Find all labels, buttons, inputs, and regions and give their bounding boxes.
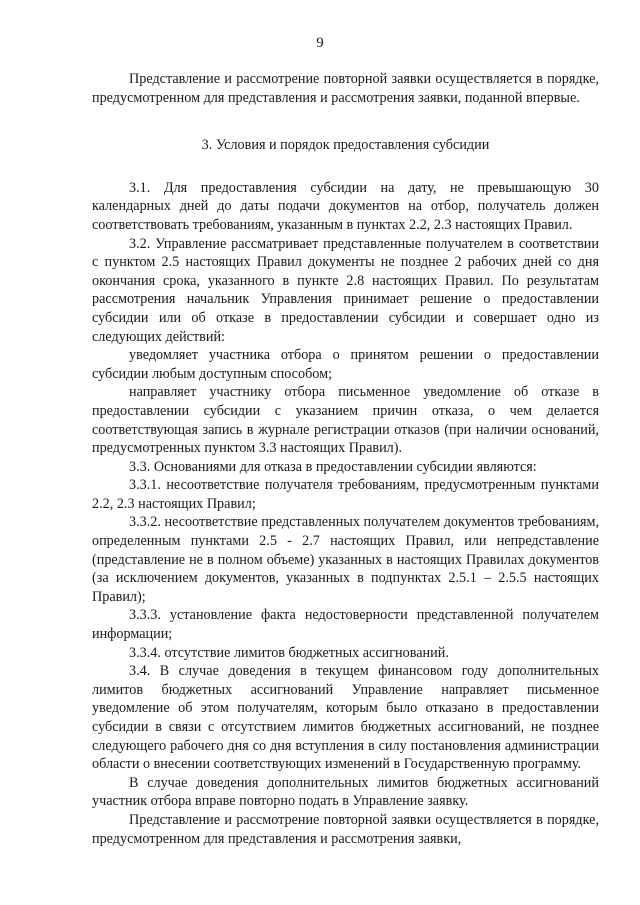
paragraph-3-3: 3.3. Основаниями для отказа в предоставлении субсидии являются: [129,458,537,475]
paragraph-3-1: 3.1. Для предоставления субсидии на дату, не превышающую 30 календарных дней до даты подачи документов на отбор, получатель должен соответствовать требованиям, указанным в пунктах 2.2, 2.3 настоящих Правил. [92,179,599,233]
paragraph-3-3-1: 3.3.1. несоответствие получателя требованиям, предусмотренным пунктами 2.2, 2.3 настоящих Правил; [92,477,599,512]
document-body [92,70,599,848]
paragraph-3-2-notify-refusal: направляет участнику отбора письменное уведомление об отказе в предоставлении субсидии с указанием причин отказа, о чем делается соответствующая запись в журнале регистрации отказов (при наличии оснований, предусмотренных пунктом 3.3 настоящих Правил). [92,384,599,457]
paragraph-resubmission-order: Представление и рассмотрение повторной заявки осуществляется в порядке, предусмотренном для представления и рассмотрения заявки, поданной впервые. [92,71,599,106]
paragraph-3-3-2: 3.3.2. несоответствие представленных получателем документов требованиям, определенным пунктами 2.5 - 2.7 настоящих Правил, или непредставление (представление не в полном объеме) указанных в настоящих Правилах документов (за исключением документов, указанных в подпунктах 2.5.1 – 2.5.5 настоящих Правил); [92,514,599,605]
section-heading-3: 3. Условия и порядок предоставления субсидии [201,137,490,154]
paragraph-3-3-3: 3.3.3. установление факта недостоверности представленной получателем информации; [92,607,599,643]
paragraph-3-2-notify-decision: уведомляет участника отбора о принятом решении о предоставлении субсидии любым доступным способом; [92,347,599,382]
paragraph-3-3-4: 3.3.4. отсутствие лимитов бюджетных ассигнований. [129,644,449,661]
paragraph-resubmission-order-continued: Представление и рассмотрение повторной заявки осуществляется в порядке, предусмотренном для представления и рассмотрения заявки, [92,811,599,847]
paragraph-3-2: 3.2. Управление рассматривает представленные получателем в соответствии с пунктом 2.5 настоящих Правил документы не позднее 2 рабочих дней со дня окончания срока, указанного в пункте 2.8 настоящих Правил. По результатам рассмотрения начальник Управления принимает решение о предоставлении субсидии или об отказе в предоставлении субсидии и совершает одно из следующих действий: [92,235,599,345]
paragraph-3-4-additional-limits: В случае доведения дополнительных лимитов бюджетных ассигнований участник отбора вправе повторно подать в Управление заявку. [92,774,599,810]
page-number: 9 [316,35,324,51]
paragraph-3-4: 3.4. В случае доведения в текущем финансовом году дополнительных лимитов бюджетных ассигнований Управление направляет письменное уведомление об этом получателям, которым было отказано в предоставлении субсидии в связи с отсутствием лимитов бюджетных ассигнований, не позднее следующего рабочего дня со дня вступления в силу постановления администрации области о внесении соответствующих изменений в Государственную программу. [92,663,599,773]
